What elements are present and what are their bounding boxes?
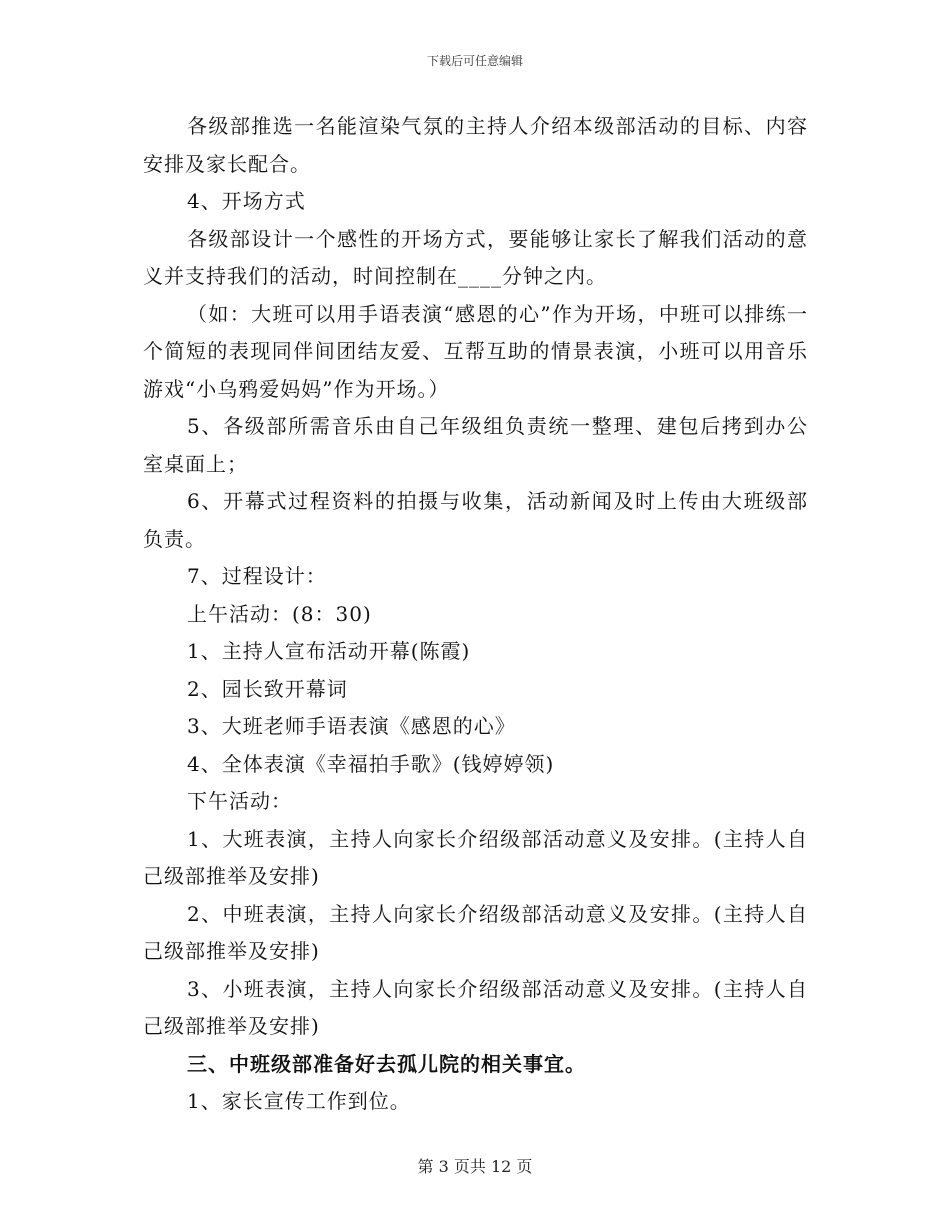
paragraph-afternoon-heading: 下午活动： [187, 789, 292, 813]
paragraph-photo: 6、开幕式过程资料的拍摄与收集，活动新闻及时上传由大班级部负责。 [143, 489, 808, 551]
list-item-morning-4: 4、全体表演《幸福拍手歌》(钱婷婷领) [187, 751, 555, 776]
paragraph-opening-examples: （如：大班可以用手语表演“感恩的心”作为开场，中班可以排练一个简短的表现同伴间团结友爱、互帮互助的情景表演，小班可以用音乐游戏“小乌鸦爱妈妈”作为开场。） [143, 301, 808, 401]
paragraph-opening-design: 各级部设计一个感性的开场方式，要能够让家长了解我们活动的意义并支持我们的活动，时间控制在____分钟之内。 [143, 226, 808, 288]
paragraph-opening-heading: 4、开场方式 [187, 189, 306, 213]
paragraph-host-intro: 各级部推选一名能渲染气氛的主持人介绍本级部活动的目标、内容安排及家长配合。 [143, 114, 808, 176]
list-item-afternoon-1: 1、大班表演，主持人向家长介绍级部活动意义及安排。(主持人自己级部推举及安排) [143, 826, 808, 888]
paragraph-process-heading: 7、过程设计： [187, 564, 327, 588]
paragraph-music: 5、各级部所需音乐由自己年级组负责统一整理、建包后拷到办公室桌面上； [143, 414, 808, 476]
paragraph-morning-heading: 上午活动：(8：30) [187, 601, 372, 626]
list-item-afternoon-3: 3、小班表演，主持人向家长介绍级部活动意义及安排。(主持人自己级部推举及安排) [143, 976, 808, 1038]
section-heading-orphanage: 三、中班级部准备好去孤儿院的相关事宜。 [187, 1051, 586, 1076]
document-body [143, 108, 808, 1121]
list-item-morning-2: 2、园长致开幕词 [187, 676, 348, 701]
list-item-morning-3: 3、大班老师手语表演《感恩的心》 [187, 714, 516, 738]
list-item-orphanage-1: 1、家长宣传工作到位。 [187, 1089, 411, 1113]
list-item-morning-1: 1、主持人宣布活动开幕(陈霞) [187, 639, 471, 663]
list-item-afternoon-2: 2、中班表演，主持人向家长介绍级部活动意义及安排。(主持人自己级部推举及安排) [143, 901, 808, 963]
page-footer: 第 3 页共 12 页 [417, 1157, 533, 1176]
page-header: 下载后可任意编辑 [426, 54, 523, 68]
